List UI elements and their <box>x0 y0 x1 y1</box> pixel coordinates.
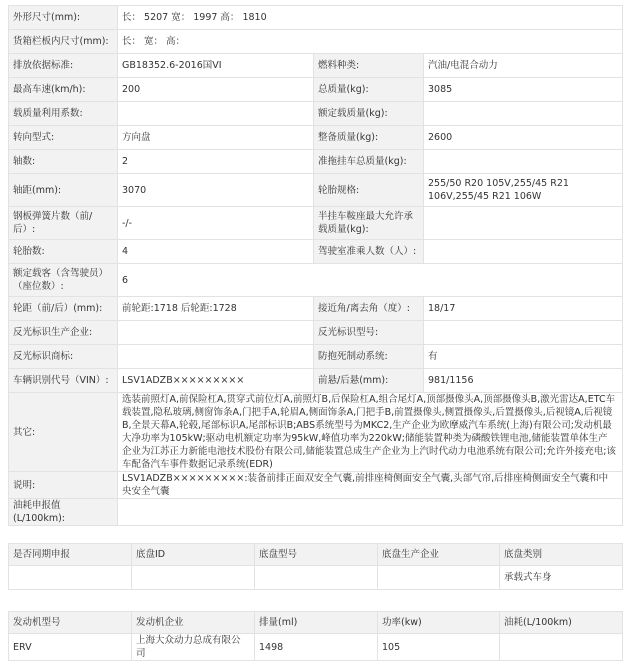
spec-label: 半挂车鞍座最大允许承载质量(kg): <box>314 207 424 240</box>
spec-label: 外形尺寸(mm): <box>9 6 118 30</box>
spec-row <box>9 393 623 472</box>
spec-value <box>424 321 623 345</box>
spec-label: 接近角/离去角（度）: <box>314 297 424 321</box>
spec-value: 汽油/电混合动力 <box>424 54 623 78</box>
spec-value <box>424 102 623 126</box>
spec-value: 方向盘 <box>118 126 314 150</box>
spec-label: 钢板弹簧片数（前/后）: <box>9 207 118 240</box>
spec-row <box>9 150 623 174</box>
spec-label: 载质量利用系数: <box>9 102 118 126</box>
spec-label: 货箱栏板内尺寸(mm): <box>9 30 118 54</box>
engine-header-cell: 发动机型号 <box>9 612 132 634</box>
spec-row <box>9 499 623 526</box>
spec-value: 选装前照灯A,前保险杠A,贯穿式前位灯A,前照灯B,后保险杠A,组合尾灯A,顶部摄像头A,顶部摄像头B,激光雷达A,ETC车载装置,隐私玻璃,侧窗饰条A,门把手A,轮眉A,侧面饰条A,门把手B,前置摄像头,侧置摄像头,后置摄像头,后视镜A,后视镜B,全景天幕A,轮毂,尾部标识A,尾部标识B;ABS系统型号为MKC2,生产企业为欧摩威汽车系统(上海)有限公司;发动机最大净功率为105kW;驱动电机额定功率为95kW,峰值功率为220kW;储能装置种类为磷酸铁锂电池,储能装置单体生产企业为江苏正力新能电池技术股份有限公司,储能装置总成生产企业为上汽时代动力电池系统有限公司;允许外接充电;该车配备汽车事件数据记录系统(EDR) <box>118 393 623 472</box>
spec-label: 轴距(mm): <box>9 174 118 207</box>
spec-row <box>9 297 623 321</box>
spec-value <box>118 345 314 369</box>
spec-label: 驾驶室准乘人数（人）: <box>314 240 424 264</box>
spec-value: 有 <box>424 345 623 369</box>
spec-value: 长： 5207 宽： 1997 高： 1810 <box>118 6 623 30</box>
spec-row <box>9 264 623 297</box>
spec-value: 255/50 R20 105V,255/45 R21 106V,255/45 R21 106W <box>424 174 623 207</box>
spec-value <box>118 102 314 126</box>
spec-value <box>118 499 623 526</box>
spec-value: 长： 宽： 高： <box>118 30 623 54</box>
spec-value: LSV1ADZB×××××××××:装备前排正面双安全气囊,前排座椅侧面安全气囊,头部气帘,后排座椅侧面安全气囊和中央安全气囊 <box>118 472 623 499</box>
chassis-cell <box>378 566 500 590</box>
spec-label: 转向型式: <box>9 126 118 150</box>
spec-label: 轴数: <box>9 150 118 174</box>
spec-value: 6 <box>118 264 623 297</box>
spec-label: 轮距（前/后）(mm): <box>9 297 118 321</box>
spec-value <box>424 207 623 240</box>
spec-value: 4 <box>118 240 314 264</box>
engine-cell: ERV <box>9 634 132 661</box>
spec-value <box>424 150 623 174</box>
spec-row <box>9 78 623 102</box>
chassis-header-cell: 底盘生产企业 <box>378 544 500 566</box>
spec-label: 其它: <box>9 393 118 472</box>
spec-row <box>9 6 623 30</box>
spec-table <box>8 5 623 526</box>
spec-label: 轮胎数: <box>9 240 118 264</box>
engine-cell: 上海大众动力总成有限公司 <box>132 634 255 661</box>
spec-label: 油耗申报值(L/100km): <box>9 499 118 526</box>
engine-header-cell: 发动机企业 <box>132 612 255 634</box>
spec-value: 3070 <box>118 174 314 207</box>
chassis-cell: 承载式车身 <box>500 566 623 590</box>
engine-cell: 105 <box>378 634 500 661</box>
spec-row <box>9 126 623 150</box>
spec-row <box>9 207 623 240</box>
spec-label: 防抱死制动系统: <box>314 345 424 369</box>
spec-row <box>9 369 623 393</box>
spec-value: LSV1ADZB××××××××× <box>118 369 314 393</box>
chassis-header-cell: 底盘类别 <box>500 544 623 566</box>
spec-row <box>9 345 623 369</box>
chassis-header-cell: 底盘型号 <box>255 544 378 566</box>
spec-label: 车辆识别代号（VIN）: <box>9 369 118 393</box>
spec-label: 反光标识商标: <box>9 345 118 369</box>
chassis-cell <box>132 566 255 590</box>
spec-row <box>9 30 623 54</box>
engine-header-cell: 排量(ml) <box>255 612 378 634</box>
spec-label: 说明: <box>9 472 118 499</box>
spec-value: 2600 <box>424 126 623 150</box>
chassis-data-row <box>9 566 623 590</box>
spec-row <box>9 321 623 345</box>
spec-row <box>9 54 623 78</box>
spec-value: 981/1156 <box>424 369 623 393</box>
chassis-table <box>8 543 623 590</box>
chassis-cell <box>9 566 132 590</box>
spec-row <box>9 240 623 264</box>
spec-row <box>9 102 623 126</box>
spec-value: 2 <box>118 150 314 174</box>
spec-label: 燃料种类: <box>314 54 424 78</box>
spec-label: 额定载客（含驾驶员）（座位数）: <box>9 264 118 297</box>
spec-label: 反光标识生产企业: <box>9 321 118 345</box>
chassis-header-cell: 底盘ID <box>132 544 255 566</box>
engine-cell: 1498 <box>255 634 378 661</box>
spec-label: 准拖挂车总质量(kg): <box>314 150 424 174</box>
spec-value <box>118 321 314 345</box>
spec-value: -/- <box>118 207 314 240</box>
engine-data-row <box>9 634 623 661</box>
spec-value: GB18352.6-2016国VI <box>118 54 314 78</box>
spec-label: 最高车速(km/h): <box>9 78 118 102</box>
spec-value <box>424 240 623 264</box>
spec-value: 3085 <box>424 78 623 102</box>
engine-table <box>8 611 623 661</box>
spec-row <box>9 174 623 207</box>
engine-header-cell: 油耗(L/100km) <box>500 612 623 634</box>
engine-cell <box>500 634 623 661</box>
chassis-cell <box>255 566 378 590</box>
spec-row <box>9 472 623 499</box>
spec-value: 200 <box>118 78 314 102</box>
spec-label: 总质量(kg): <box>314 78 424 102</box>
spec-label: 反光标识型号: <box>314 321 424 345</box>
spec-value: 18/17 <box>424 297 623 321</box>
engine-header-cell: 功率(kw) <box>378 612 500 634</box>
spec-label: 整备质量(kg): <box>314 126 424 150</box>
spec-value: 前轮距:1718 后轮距:1728 <box>118 297 314 321</box>
spec-label: 轮胎规格: <box>314 174 424 207</box>
spec-label: 前悬/后悬(mm): <box>314 369 424 393</box>
chassis-header-row <box>9 544 623 566</box>
chassis-header-cell: 是否同期申报 <box>9 544 132 566</box>
engine-header-row <box>9 612 623 634</box>
spec-label: 排放依据标准: <box>9 54 118 78</box>
spec-label: 额定载质量(kg): <box>314 102 424 126</box>
